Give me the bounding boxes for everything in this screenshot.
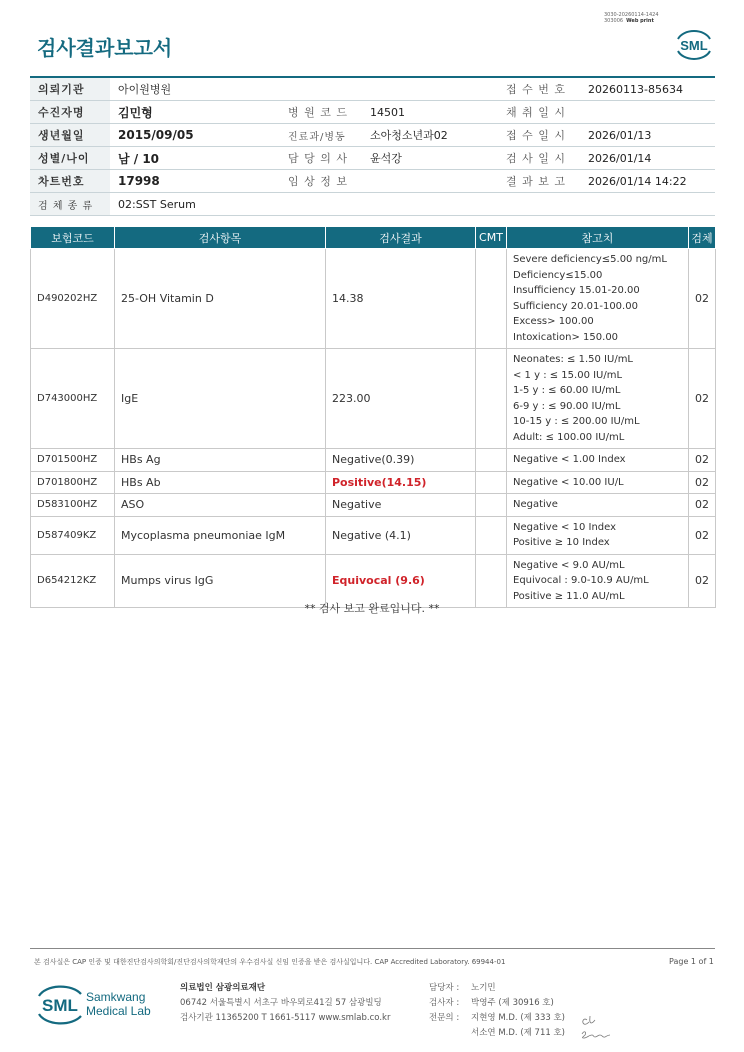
test-item: HBs Ab: [115, 471, 326, 494]
test-item: ASO: [115, 494, 326, 517]
sml-logo-text: SML: [680, 38, 708, 53]
staff-name: 노기민: [471, 983, 496, 993]
test-item: IgE: [115, 349, 326, 449]
specimen-code: 02: [689, 449, 716, 472]
samkwang-logo: [36, 980, 158, 1028]
results-table: [30, 226, 716, 608]
specimen-code: 02: [689, 554, 716, 608]
insurance-code: D490202HZ: [31, 249, 115, 349]
test-result: 223.00: [326, 349, 476, 449]
staff-row: [429, 1026, 565, 1041]
info-label: 생년월일: [30, 124, 110, 147]
staff-name: 서소연 M.D. (제 711 호): [471, 1028, 566, 1038]
reference-line: Excess> 100.00: [513, 316, 594, 327]
insurance-code: D654212KZ: [31, 554, 115, 608]
staff-name: 박영주 (제 30916 호): [471, 998, 554, 1008]
insurance-code: D701500HZ: [31, 449, 115, 472]
print-meta-line1: 3030-20260114-1424: [604, 12, 659, 18]
org-name: 의료법인 삼광의료재단: [180, 983, 266, 993]
web-print-label: Web print: [626, 18, 654, 24]
specimen-code: 02: [689, 471, 716, 494]
info-value: 윤석강: [362, 147, 500, 170]
test-result: Negative (4.1): [326, 516, 476, 554]
info-value: 김민형: [110, 101, 282, 124]
sml-logo: [672, 26, 716, 62]
report-complete-note: ** 검사 보고 완료입니다. **: [304, 602, 440, 615]
reference-line: Negative: [513, 499, 558, 510]
reference-range: [507, 349, 689, 449]
reference-line: Severe deficiency≤5.00 ng/mL: [513, 254, 667, 265]
signature-image: [578, 1010, 614, 1040]
insurance-code: D701800HZ: [31, 471, 115, 494]
info-label: 진료과/병동: [282, 124, 362, 147]
reference-line: Negative < 9.0 AU/mL: [513, 559, 625, 571]
reference-line: Negative < 10.00 IU/L: [513, 476, 624, 488]
staff-role: 검사자 :: [429, 998, 460, 1008]
reference-range: [507, 516, 689, 554]
patient-info-table: [30, 76, 715, 216]
info-value: 남 / 10: [110, 147, 282, 170]
result-row: [31, 449, 716, 472]
info-value: 2026/01/14: [580, 147, 715, 170]
test-result: Positive(14.15): [326, 471, 476, 494]
info-label: 의뢰기관: [30, 77, 110, 101]
info-value: 2026/01/13: [580, 124, 715, 147]
staff-name: 지현영 M.D. (제 333 호): [471, 1013, 566, 1023]
info-value: [362, 170, 500, 193]
test-result: Equivocal (9.6): [326, 554, 476, 608]
specimen-code: 02: [689, 516, 716, 554]
cmt-cell: [476, 494, 507, 517]
specimen-code: 02: [689, 349, 716, 449]
insurance-code: D587409KZ: [31, 516, 115, 554]
specimen-label: 검 체 종 류: [30, 193, 110, 216]
result-row: [31, 471, 716, 494]
samkwang-logo-name1: Samkwang: [86, 990, 146, 1004]
test-item: HBs Ag: [115, 449, 326, 472]
reference-range: [507, 494, 689, 517]
results-column-header: 참고치: [507, 227, 689, 249]
result-row: [31, 249, 716, 349]
reference-line: 6-9 y : ≤ 90.00 IU/mL: [513, 400, 621, 412]
reference-line: Deficiency≤15.00: [513, 269, 603, 281]
report-title: 검사결과보고서: [37, 36, 173, 60]
test-result: Negative: [326, 494, 476, 517]
info-label: 접 수 번 호: [500, 77, 580, 101]
staff-row: [429, 981, 565, 996]
samkwang-logo-mark: SML: [42, 996, 78, 1015]
reference-line: < 1 y : ≤ 15.00 IU/mL: [513, 369, 623, 381]
staff-row: [429, 996, 565, 1011]
info-value: 아이원병원: [110, 77, 282, 101]
cmt-cell: [476, 249, 507, 349]
staff-role: 담당자 :: [429, 983, 460, 993]
staff-role: 전문의 :: [429, 1013, 460, 1023]
reference-line: Equivocal : 9.0-10.9 AU/mL: [513, 575, 649, 586]
reference-line: 1-5 y : ≤ 60.00 IU/mL: [513, 385, 621, 396]
reference-line: Sufficiency 20.01-100.00: [513, 300, 638, 312]
specimen-row: [30, 193, 715, 216]
info-label: 검 사 일 시: [500, 147, 580, 170]
reference-line: Intoxication> 150.00: [513, 331, 619, 343]
info-label: 병 원 코 드: [282, 101, 362, 124]
info-label: 수진자명: [30, 101, 110, 124]
organization-info: [180, 981, 390, 1026]
insurance-code: D743000HZ: [31, 349, 115, 449]
test-item: Mycoplasma pneumoniae IgM: [115, 516, 326, 554]
info-value: [580, 101, 715, 124]
reference-line: Insufficiency 15.01-20.00: [513, 285, 640, 296]
test-result: 14.38: [326, 249, 476, 349]
patient-info-row: [30, 124, 715, 147]
info-label: 임 상 정 보: [282, 170, 362, 193]
reference-line: Adult: ≤ 100.00 IU/mL: [513, 431, 625, 443]
info-label: [282, 77, 362, 101]
patient-info-row: [30, 101, 715, 124]
results-column-header: 보험코드: [31, 227, 115, 249]
print-meta-line2: 303006: [604, 18, 624, 24]
staff-row: [429, 1011, 565, 1026]
accreditation-note: 본 검사실은 CAP 인증 및 대한진단검사의학회/진단검사의학재단의 우수검사실 신임 인증을 받은 검사실입니다. CAP Accredited Laboratory. 69944-01: [34, 958, 506, 966]
reference-line: Positive ≥ 11.0 AU/mL: [513, 590, 625, 602]
info-value: 17998: [110, 170, 282, 193]
specimen-code: 02: [689, 494, 716, 517]
info-value: 2015/09/05: [110, 124, 282, 147]
results-column-header: 검사항목: [115, 227, 326, 249]
org-contact: 검사기관 11365200 T 1661-5117 www.smlab.co.kr: [180, 1013, 391, 1023]
info-label: 접 수 일 시: [500, 124, 580, 147]
cmt-cell: [476, 449, 507, 472]
result-row: [31, 516, 716, 554]
info-value: [362, 77, 500, 101]
info-value: 20260113-85634: [580, 77, 715, 101]
reference-line: Positive ≥ 10 Index: [513, 537, 610, 548]
reference-line: 10-15 y : ≤ 200.00 IU/mL: [513, 416, 640, 427]
test-result: Negative(0.39): [326, 449, 476, 472]
info-label: 담 당 의 사: [282, 147, 362, 170]
info-value: 14501: [362, 101, 500, 124]
reference-range: [507, 249, 689, 349]
reference-range: [507, 471, 689, 494]
samkwang-logo-name2: Medical Lab: [86, 1004, 151, 1018]
reference-range: [507, 449, 689, 472]
results-column-header: CMT: [476, 227, 507, 249]
result-row: [31, 494, 716, 517]
insurance-code: D583100HZ: [31, 494, 115, 517]
reference-line: Neonates: ≤ 1.50 IU/mL: [513, 354, 633, 365]
info-label: 결 과 보 고: [500, 170, 580, 193]
patient-info-row: [30, 170, 715, 193]
patient-info-row: [30, 77, 715, 101]
test-item: 25-OH Vitamin D: [115, 249, 326, 349]
specimen-code: 02: [689, 249, 716, 349]
reference-line: Negative < 1.00 Index: [513, 454, 626, 465]
info-label: 차트번호: [30, 170, 110, 193]
page-number: Page 1 of 1: [669, 957, 714, 966]
cmt-cell: [476, 471, 507, 494]
cmt-cell: [476, 349, 507, 449]
results-column-header: 검체: [689, 227, 716, 249]
print-meta: [604, 12, 659, 24]
result-row: [31, 349, 716, 449]
staff-list: [429, 981, 565, 1041]
reference-line: Negative < 10 Index: [513, 521, 617, 533]
info-label: 성별/나이: [30, 147, 110, 170]
footer-divider: [30, 948, 715, 949]
info-label: 채 취 일 시: [500, 101, 580, 124]
results-header-row: [31, 227, 716, 249]
patient-info-row: [30, 147, 715, 170]
cmt-cell: [476, 516, 507, 554]
test-item: Mumps virus IgG: [115, 554, 326, 608]
info-value: 소아청소년과02: [362, 124, 500, 147]
specimen-value: 02:SST Serum: [110, 193, 715, 216]
info-value: 2026/01/14 14:22: [580, 170, 715, 193]
results-column-header: 검사결과: [326, 227, 476, 249]
org-address: 06742 서울특별시 서초구 바우뫼로41길 57 삼광빌딩: [180, 998, 382, 1008]
